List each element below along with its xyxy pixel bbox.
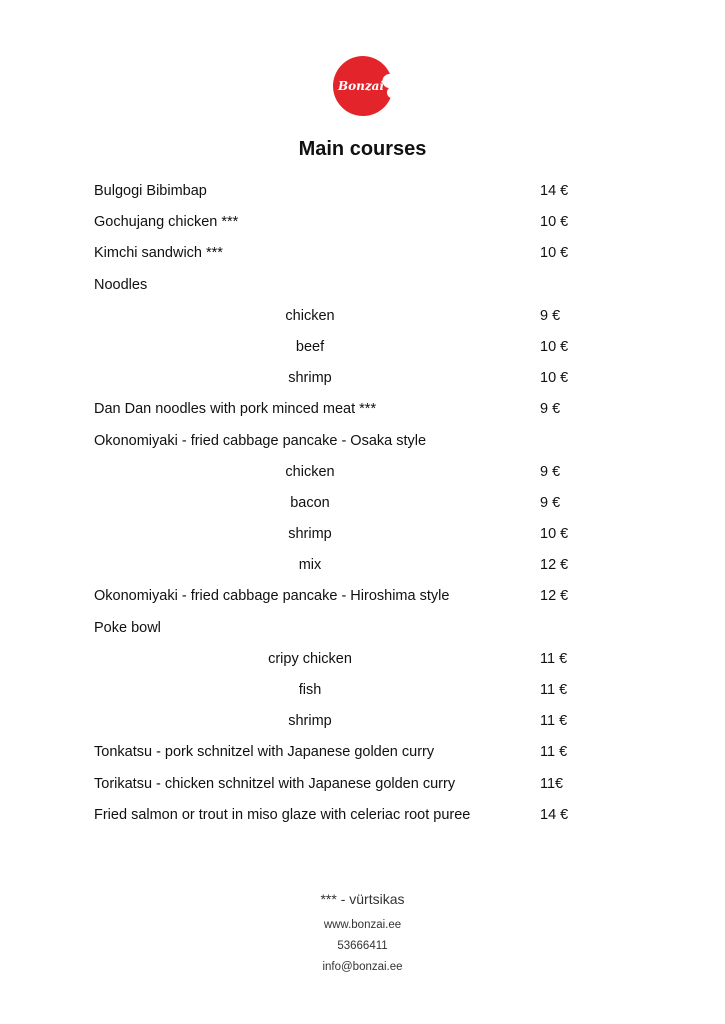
menu-item-name: Bulgogi Bibimbap: [94, 183, 207, 199]
logo-text: Bonzai: [337, 79, 385, 93]
menu-variant-price: 11 €: [540, 713, 568, 730]
menu-item-price: 14 €: [540, 183, 569, 199]
menu-variant: [0, 301, 725, 332]
menu-variant-price: 9 €: [540, 307, 561, 324]
menu-variant-name: chicken: [285, 307, 335, 324]
menu-category-name: Poke bowl: [94, 619, 161, 636]
menu-variant-name: shrimp: [288, 526, 332, 543]
menu-item: [0, 737, 725, 768]
menu-item-price: 9 €: [540, 401, 561, 418]
menu-item-price: 12 €: [540, 588, 569, 605]
email-link[interactable]: info@bonzai.ee: [322, 961, 403, 973]
menu-item-price: 14 €: [540, 806, 569, 823]
menu-variant-name: fish: [298, 682, 322, 698]
menu-variant-price: 10 €: [540, 370, 569, 387]
menu-item: [0, 769, 725, 800]
menu-category-name: Okonomiyaki - fried cabbage pancake - Osaka style: [94, 432, 427, 449]
menu-variant-name: beef: [295, 338, 325, 355]
menu-variant-name: bacon: [290, 494, 330, 511]
menu-variant: [0, 644, 725, 675]
menu-item-name: Fried salmon or trout in miso glaze with celeriac root puree: [94, 806, 471, 823]
menu-item-name: Dan Dan noodles with pork minced meat ***: [94, 401, 377, 418]
menu-variant: [0, 457, 725, 488]
menu-item: [0, 176, 725, 207]
website-link[interactable]: www.bonzai.ee: [323, 919, 402, 931]
menu-item-price: 11€: [540, 775, 564, 792]
menu-variant-name: chicken: [285, 463, 335, 480]
menu-item-price: 10 €: [540, 214, 569, 231]
phone-number: 53666411: [337, 940, 388, 952]
menu-category-name: Noodles: [94, 276, 148, 293]
menu-variant: [0, 550, 725, 581]
bonzai-logo: [332, 55, 394, 117]
menu-item: [0, 238, 725, 269]
page-title: Main courses: [298, 138, 427, 160]
menu-list: [0, 176, 725, 831]
menu-category: [0, 270, 725, 301]
menu-item-price: 10 €: [540, 245, 569, 262]
menu-item: [0, 581, 725, 612]
menu-variant-price: 10 €: [540, 338, 569, 355]
menu-variant-name: mix: [298, 557, 322, 574]
menu-variant-price: 9 €: [540, 463, 561, 480]
menu-category: [0, 426, 725, 457]
menu-variant: [0, 488, 725, 519]
menu-variant-name: shrimp: [288, 370, 332, 387]
menu-item: [0, 800, 725, 831]
menu-variant-price: 9 €: [540, 494, 561, 511]
spicy-legend: *** - vürtsikas: [320, 891, 405, 907]
menu-item-name: Torikatsu - chicken schnitzel with Japanese golden curry: [94, 775, 456, 792]
menu-variant: [0, 675, 725, 706]
menu-variant: [0, 332, 725, 363]
menu-variant-price: 11 €: [540, 682, 568, 698]
menu-item-price: 11 €: [540, 744, 568, 761]
menu-category: [0, 613, 725, 644]
menu-variant-price: 10 €: [540, 526, 569, 543]
menu-item: [0, 394, 725, 425]
menu-variant-price: 11 €: [540, 650, 568, 667]
menu-variant: [0, 363, 725, 394]
menu-item: [0, 207, 725, 238]
menu-variant-name: cripy chicken: [268, 650, 352, 667]
menu-item-name: Okonomiyaki - fried cabbage pancake - Hiroshima style: [94, 588, 450, 605]
menu-item-name: Gochujang chicken ***: [94, 214, 239, 231]
menu-item-name: Kimchi sandwich ***: [94, 245, 223, 262]
menu-item-name: Tonkatsu - pork schnitzel with Japanese golden curry: [94, 744, 435, 761]
menu-variant: [0, 519, 725, 550]
menu-variant-name: shrimp: [288, 713, 332, 730]
menu-variant: [0, 706, 725, 737]
menu-variant-price: 12 €: [540, 557, 569, 574]
